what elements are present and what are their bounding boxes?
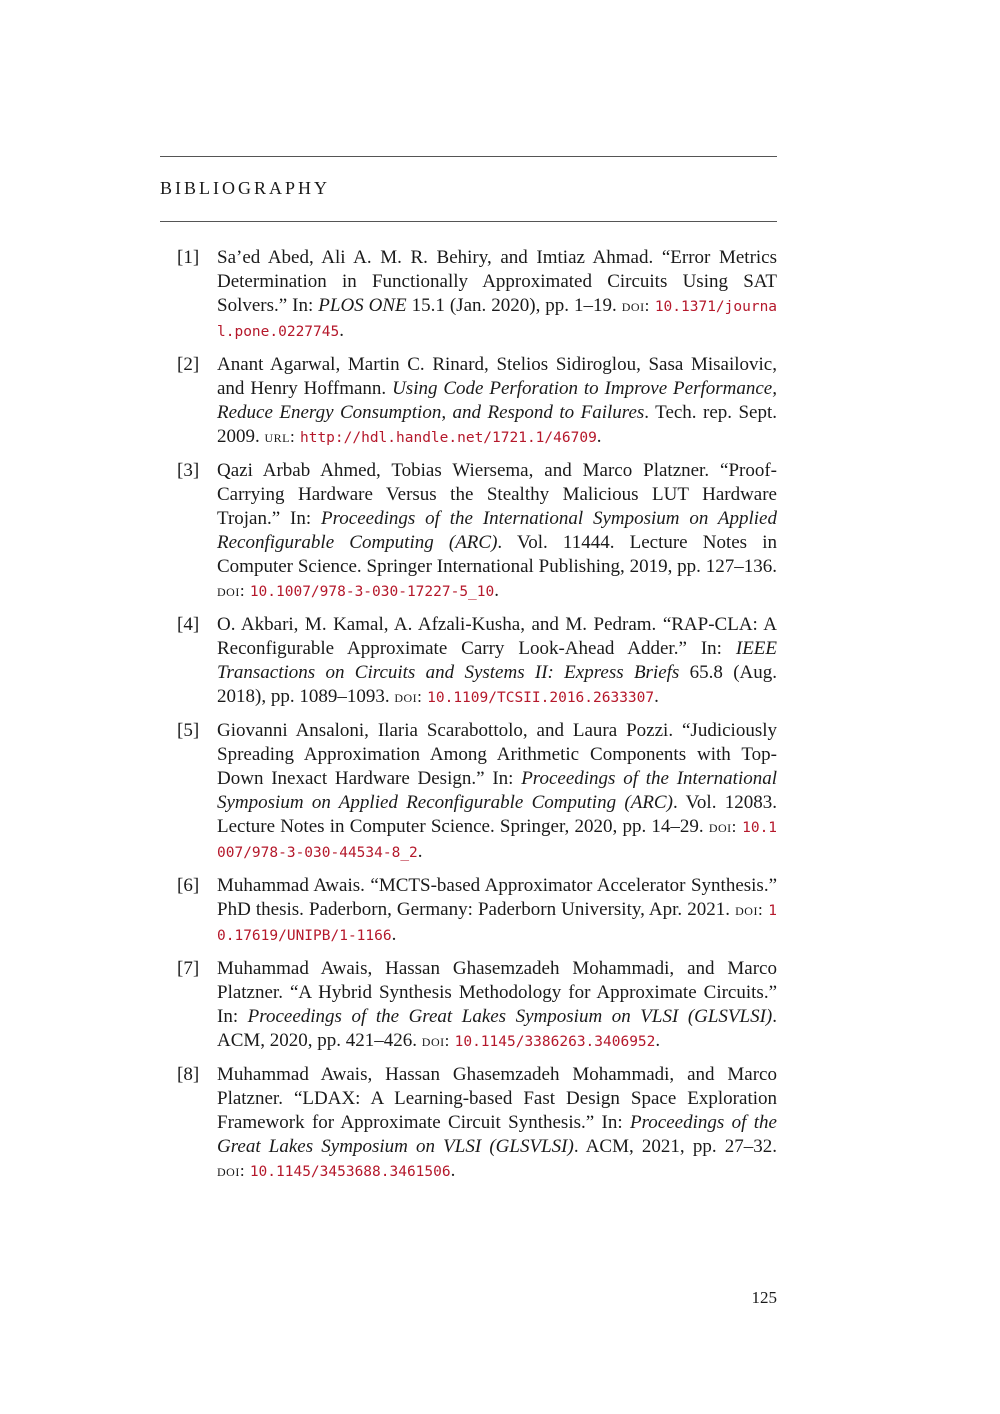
- entry-authors: Muhammad Awais, Hassan Ghasemzadeh Mohammadi, and Marco Platzner.: [217, 958, 777, 1003]
- entry-end: .: [655, 1030, 661, 1051]
- entry-authors: Muhammad Awais, Hassan Ghasemzadeh Mohammadi, and Marco Platzner.: [217, 1064, 777, 1109]
- entry-id-type: url:: [264, 427, 296, 446]
- entry-doi-link[interactable]: 10.1109/TCSII.2016.2633307: [427, 690, 655, 706]
- entry-authors: Qazi Arbab Ahmed, Tobias Wiersema, and Marco Platzner.: [217, 460, 710, 481]
- entry-end: .: [339, 320, 344, 341]
- entry-authors: Anant Agarwal, Martin C. Rinard, Stelios Sidiroglou, Sasa Misailovic, and Henry Hoffmann.: [217, 354, 777, 399]
- entry-authors: Muhammad Awais.: [217, 875, 365, 896]
- entry-details: . Vol. 12083. Lecture Notes in Computer Science. Springer, 2020, pp. 14–29.: [217, 792, 777, 837]
- entry-in: In:: [292, 295, 314, 316]
- entry-venue: Proceedings of the International Symposium on Applied Reconfigurable Computing (ARC): [217, 508, 777, 553]
- bib-entry-7: [160, 957, 777, 1054]
- header-rule-top: [160, 156, 777, 157]
- entry-venue: Proceedings of the Great Lakes Symposium on VLSI (GLSVLSI): [247, 1006, 773, 1027]
- entry-in: In:: [700, 638, 722, 659]
- entry-label: [1]: [177, 247, 200, 268]
- entry-authors: O. Akbari, M. Kamal, A. Afzali-Kusha, and M. Pedram.: [217, 614, 657, 635]
- entry-end: .: [596, 426, 602, 447]
- entry-id-type: doi:: [708, 817, 737, 836]
- bib-entry-8: [160, 1063, 777, 1184]
- entry-end: .: [654, 686, 659, 707]
- entry-id-type: doi:: [217, 581, 246, 600]
- entry-details: . Tech. rep. Sept. 2009.: [217, 402, 778, 447]
- entry-title: “LDAX: A Learning-based Fast Design Space Exploration Framework for Approximate Circuit Synthesis.”: [217, 1088, 777, 1133]
- entry-in: In:: [217, 1006, 239, 1027]
- entry-id-type: doi:: [735, 900, 764, 919]
- entry-end: .: [494, 580, 499, 601]
- bib-entry-1: [160, 246, 777, 344]
- entry-doi-link[interactable]: 10.1007/978-3-030-17227-5_10: [249, 584, 495, 600]
- entry-title: “MCTS-based Approximator Accelerator Synthesis.”: [370, 875, 777, 896]
- entry-in: In:: [601, 1112, 623, 1133]
- entry-details: 65.8 (Aug. 2018), pp. 1089–1093.: [217, 662, 777, 707]
- entry-venue: IEEE Transactions on Circuits and Systems II: Express Briefs: [217, 638, 778, 683]
- entry-label: [2]: [177, 354, 200, 375]
- entry-label: [7]: [177, 958, 200, 979]
- entry-end: .: [417, 841, 423, 862]
- entry-label: [3]: [177, 460, 200, 481]
- entry-label: [8]: [177, 1064, 200, 1085]
- page-number: 125: [751, 1288, 777, 1307]
- bib-entry-5: [160, 719, 777, 865]
- entry-doi-link[interactable]: 10.1007/978-3-030-44534-8_2: [217, 820, 778, 861]
- entry-details: . ACM, 2021, pp. 27–32.: [573, 1136, 777, 1157]
- bib-entry-2: [160, 353, 777, 450]
- entry-in: In:: [492, 768, 514, 789]
- entry-details: . Vol. 11444. Lecture Notes in Computer Science. Springer International Publishing, 2019, pp. 127–136.: [217, 532, 777, 577]
- entry-venue: Proceedings of the International Symposium on Applied Reconfigurable Computing (ARC): [217, 768, 777, 813]
- entry-id-type: doi:: [394, 687, 423, 706]
- entry-title: “RAP-CLA: A Reconfigurable Approximate Carry Look-Ahead Adder.”: [217, 614, 777, 659]
- entry-id-type: doi:: [621, 296, 650, 315]
- header-rule-bottom: [160, 221, 777, 222]
- entry-in: In:: [290, 508, 312, 529]
- entry-label: [4]: [177, 614, 200, 635]
- bib-entry-3: [160, 459, 777, 604]
- entry-doi-link[interactable]: 10.1145/3453688.3461506: [249, 1164, 451, 1180]
- entry-title: “A Hybrid Synthesis Methodology for Approximate Circuits.”: [289, 982, 777, 1003]
- entry-doi-link[interactable]: 10.1371/journal.pone.0227745: [217, 299, 778, 340]
- entry-title: “Error Metrics Determination in Functionally Approximated Circuits Using SAT Solvers.”: [217, 247, 778, 316]
- entry-authors: Giovanni Ansaloni, Ilaria Scarabottolo, and Laura Pozzi.: [217, 720, 674, 741]
- entry-label: [5]: [177, 720, 200, 741]
- entry-end: .: [391, 924, 397, 945]
- bib-entry-4: [160, 613, 777, 710]
- entry-venue: Using Code Perforation to Improve Performance, Reduce Energy Consumption, and Respond to Failures: [217, 378, 777, 423]
- entry-label: [6]: [177, 875, 200, 896]
- entry-id-type: doi:: [421, 1031, 450, 1050]
- entry-details: PhD thesis. Paderborn, Germany: Paderborn University, Apr. 2021.: [217, 899, 731, 920]
- entry-title: “Proof-Carrying Hardware Versus the Stealthy Malicious LUT Hardware Trojan.”: [217, 460, 778, 529]
- entry-details: 15.1 (Jan. 2020), pp. 1–19.: [411, 295, 617, 316]
- entry-url-link[interactable]: http://hdl.handle.net/1721.1/46709: [299, 430, 597, 446]
- entry-authors: Sa’ed Abed, Ali A. M. R. Behiry, and Imtiaz Ahmad.: [217, 247, 654, 268]
- entry-title: “Judiciously Spreading Approximation Among Arithmetic Components with Top-Down Inexact Hardware Design.”: [217, 720, 777, 789]
- bib-entry-6: [160, 874, 777, 948]
- entry-venue: Proceedings of the Great Lakes Symposium on VLSI (GLSVLSI): [217, 1112, 777, 1157]
- entry-details: . ACM, 2020, pp. 421–426.: [217, 1006, 778, 1051]
- chapter-heading: BIBLIOGRAPHY: [160, 178, 331, 198]
- entry-doi-link[interactable]: 10.17619/UNIPB/1-1166: [217, 903, 777, 944]
- bibliography-list: [160, 246, 777, 1193]
- entry-end: .: [450, 1160, 456, 1181]
- entry-venue: PLOS ONE: [318, 295, 407, 316]
- entry-doi-link[interactable]: 10.1145/3386263.3406952: [454, 1034, 656, 1050]
- entry-id-type: doi:: [217, 1161, 246, 1180]
